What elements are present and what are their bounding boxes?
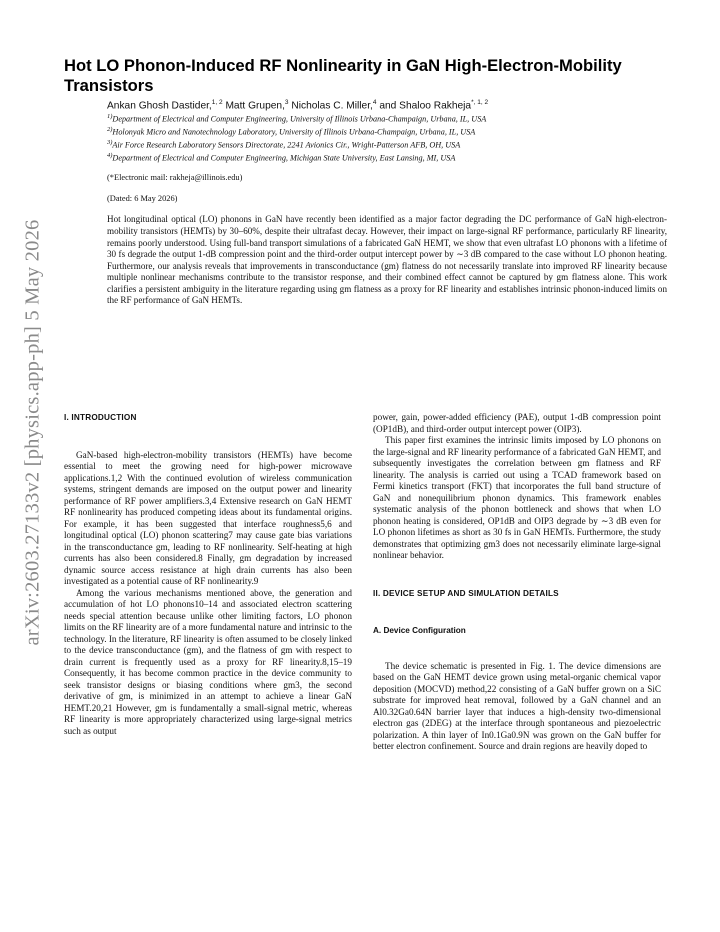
intro-paragraph-2: Among the various mechanisms mentioned above, the generation and accumulation of hot LO phonons10–14 and associated electron scattering needs special attention because unlike other limiting factors, LO phonon limits on the RF linearity are of a more fundamental nature and intrinsic to the technology. In the literature, RF linearity is often assumed to be closely linked to the device transconductance (gm), and the flatness of gm with respect to drain current is frequently used as a proxy for RF linearity.8,15–19 Consequently, it has become common practice in the device community to seek transistor designs or biasing conditions where gm3, the second derivative of gm, is minimized in an attempt to achieve a linear GaN HEMT.20,21 However, gm is fundamentally a small-signal metric, whereas RF linearity is more appropriately characterized using large-signal metrics such as output bbox=[64, 587, 352, 736]
author-affil-mark: *, 1, 2 bbox=[471, 99, 489, 106]
subsection-heading-device-configuration: A. Device Configuration bbox=[373, 626, 466, 635]
author-name: and Shaloo Rakheja bbox=[376, 100, 472, 112]
section-heading-introduction: I. INTRODUCTION bbox=[64, 413, 137, 422]
arxiv-stamp bbox=[10, 212, 56, 652]
affiliation bbox=[107, 138, 667, 151]
affiliation-text: Holonyak Micro and Nanotechnology Laboratory, University of Illinois Urbana-Champaign, Urbana, IL, USA bbox=[112, 128, 476, 138]
device-config-paragraph: The device schematic is presented in Fig. 1. The device dimensions are based on the GaN HEMT device grown using metal-organic chemical vapor deposition (MOCVD) method,22 consisting of a GaN buffer grown on a SiC substrate for improved heat removal, followed by a GaN channel and an Al0.32Ga0.64N barrier layer that induces a high-density two-dimensional electron gas (2DEG) at the interface through spontaneous and piezoelectric polarization. A thin layer of In0.1Ga0.9N was grown on the GaN buffer for better electron confinement. Source and drain regions are heavily doped to bbox=[373, 660, 661, 751]
left-column bbox=[64, 412, 352, 737]
affiliation bbox=[107, 151, 667, 164]
affiliation-mark: 3) bbox=[107, 139, 113, 147]
affiliation-mark: 1) bbox=[107, 113, 113, 121]
author-affil-mark: 1, 2 bbox=[211, 99, 223, 106]
affiliation bbox=[107, 125, 667, 138]
author-name: Ankan Ghosh Dastider, bbox=[107, 100, 212, 112]
affiliation-text: Air Force Research Laboratory Sensors Directorate, 2241 Avionics Cir., Wright-Patterson AFB, OH, USA bbox=[112, 141, 461, 151]
intro-paragraph-3: This paper first examines the intrinsic limits imposed by LO phonons on the large-signal and RF linearity performance of a fabricated GaN HEMT, and subsequently investigates the correlation between gm flatness and RF linearity. The analysis is carried out using a TCAD framework based on Fermi kinetics transport (FKT) that incorporates the full band structure of GaN and nonequilibrium phonon dynamics. This framework enables systematic analysis of the phonon bottleneck and shows that when LO phonon heating is considered, OP1dB and OIP3 degrade by ∼3 dB even for LO phonon lifetimes as short as 30 fs in GaN HEMTs. Furthermore, the study demonstrates that optimizing gm3 does not necessarily eliminate large-signal nonlinear behavior. bbox=[373, 435, 661, 560]
affiliation-text: Department of Electrical and Computer Engineering, Michigan State University, East Lansing, MI, USA bbox=[112, 154, 456, 164]
corresponding-email: (*Electronic mail: rakheja@illinois.edu) bbox=[107, 172, 243, 182]
right-column bbox=[373, 412, 661, 753]
author-name: Nicholas C. Miller, bbox=[288, 100, 373, 112]
date-line: (Dated: 6 May 2026) bbox=[107, 193, 178, 203]
arxiv-stamp-text: arXiv:2603.27133v2 [physics.app-ph] 5 May 2026 bbox=[21, 219, 44, 645]
author-affil-mark: 3 bbox=[284, 99, 289, 106]
section-heading-device-setup: II. DEVICE SETUP AND SIMULATION DETAILS bbox=[373, 588, 559, 598]
author-name: Matt Grupen, bbox=[222, 100, 285, 112]
abstract: Hot longitudinal optical (LO) phonons in GaN have recently been identified as a major factor degrading the DC performance of GaN high-electron-mobility transistors (HEMTs) by 30–60%, despite their ultrafast decay. However, their impact on large-signal RF performance, particularly RF linearity, remains poorly understood. Using full-band transport simulations of a fabricated GaN HEMT, we show that even ultrafast LO phonons with a lifetime of 30 fs degrade the output 1-dB compression point and the third-order output intercept power by ∼3 dB compared to the case without LO phonon heating. Furthermore, our analysis reveals that improvements in transconductance (gm) flatness do not necessarily translate into improved RF linearity because multiple nonlinear mechanisms contribute to the transistor response, and their combined effect cannot be captured by gm flatness alone. This work clarifies a persistent ambiguity in the literature regarding using gm flatness as a proxy for RF linearity and establishes intrinsic phonon-induced limits on the RF performance of GaN HEMTs. bbox=[107, 214, 667, 306]
author-list bbox=[107, 97, 667, 112]
affiliation-mark: 2) bbox=[107, 126, 113, 134]
affiliation-mark: 4) bbox=[107, 152, 113, 160]
affiliation bbox=[107, 112, 667, 125]
front-matter bbox=[107, 97, 667, 307]
affiliation-text: Department of Electrical and Computer Engineering, University of Illinois Urbana-Champaign, Urbana, IL, USA bbox=[112, 115, 487, 125]
author-affil-mark: 4 bbox=[372, 99, 377, 106]
intro-paragraph-1: GaN-based high-electron-mobility transistors (HEMTs) have become essential to meet the growing need for high-power microwave applications.1,2 With the continued evolution of wireless communication systems, stringent demands are imposed on the output power and linearity performance of RF power amplifiers.3,4 Extensive research on GaN HEMT RF nonlinearity has produced competing ideas about its fundamental origins. For example, it has been suggested that interface roughness5,6 and longitudinal optical (LO) phonon scattering7 may cause gate bias variations in the transconductance gm, leading to RF nonlinearity. Self-heating at high currents has also been considered.8 Finally, gm degradation by increased dynamic source access resistance at high drain currents has also been investigated as a potential cause of RF nonlinearity.9 bbox=[64, 449, 352, 586]
paper-title: Hot LO Phonon-Induced RF Nonlinearity in GaN High-Electron-Mobility Transistors bbox=[64, 56, 622, 95]
intro-paragraph-2-continued: power, gain, power-added efficiency (PAE), output 1-dB compression point (OP1dB), and third-order output intercept power (OIP3). bbox=[373, 412, 661, 434]
